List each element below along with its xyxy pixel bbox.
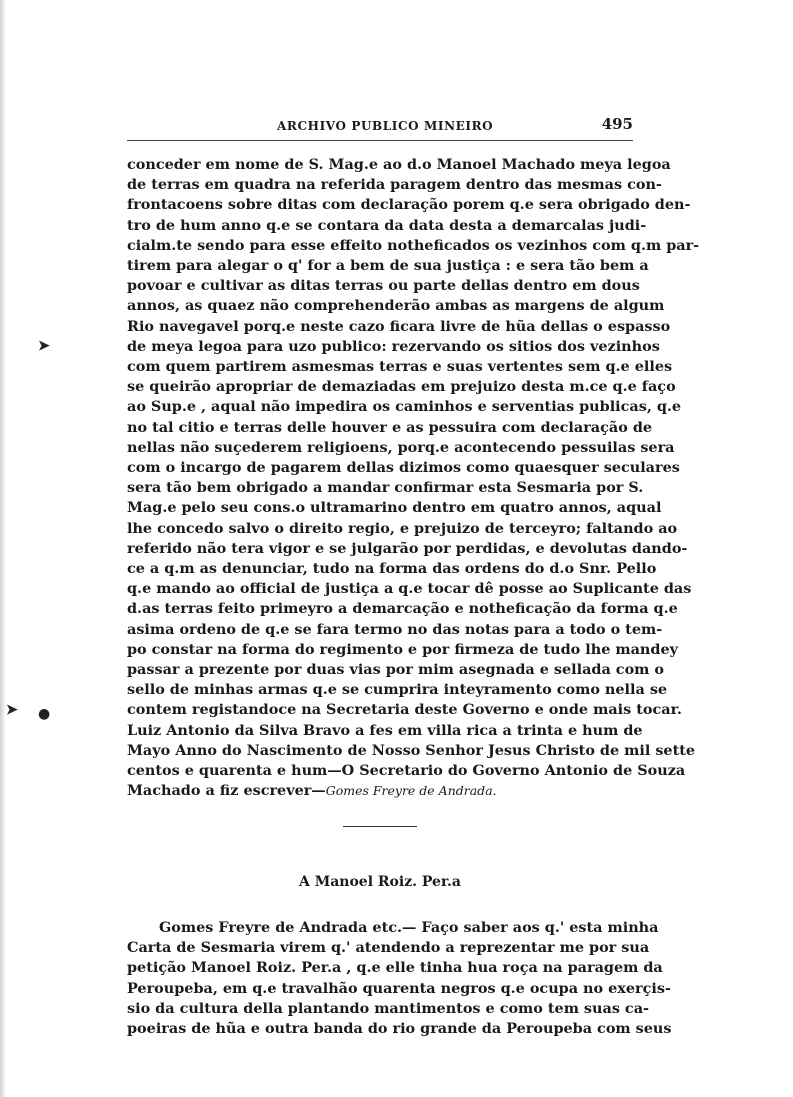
text-line: q.e mando ao official de justiça a q.e tocar dê posse ao Suplicante das: [127, 580, 692, 598]
text-line: contem registandoce na Secretaria deste Governo e onde mais tocar.: [127, 701, 682, 719]
closing-line: [127, 781, 633, 801]
margin-mark: ➤: [38, 338, 50, 354]
signature: Gomes Freyre de Andrada.: [325, 783, 497, 799]
text-line: nellas não suçederem religioens, porq.e acontecendo pessuilas sera: [127, 438, 675, 456]
text-line: de terras em quadra na referida paragem dentro das mesmas con-: [127, 176, 662, 194]
text-line: Peroupeba, em q.e travalhão quarenta negros q.e ocupa no exerçis-: [127, 979, 671, 997]
text-line: com quem partirem asmesmas terras e suas vertentes sem q.e elles: [127, 358, 673, 376]
section-divider: [343, 826, 417, 827]
text-line: centos e quarenta e hum—O Secretario do Governo Antonio de Souza: [127, 762, 686, 780]
text-line: sello de minhas armas q.e se cumprira inteyramento como nella se: [127, 681, 668, 699]
text-line: Gomes Freyre de Andrada etc.— Faço saber aos q.' esta minha: [159, 919, 659, 936]
text-line: d.as terras feito primeyro a demarcação e notheficação da forma q.e: [127, 600, 678, 618]
margin-mark: ●: [38, 706, 51, 722]
text-line: frontacoens sobre ditas com declaração porem q.e sera obrigado den-: [127, 196, 691, 214]
margin-mark: ➤: [6, 702, 18, 718]
text-line: poeiras de hũa e outra banda do rio grande da Peroupeba com seus: [127, 1020, 672, 1038]
text-line: po constar na forma do regimento e por firmeza de tudo lhe mandey: [127, 640, 678, 658]
text-line: passar a prezente por duas vias por mim asegnada e sellada com o: [127, 661, 665, 679]
text-line: sio da cultura della plantando mantimentos e como tem suas ca-: [127, 999, 649, 1017]
section-title: A Manoel Roiz. Per.a: [298, 874, 461, 890]
text-line: povoar e cultivar as ditas terras ou parte dellas dentro em dous: [127, 277, 640, 295]
text-line: asima ordeno de q.e se fara termo no das notas para a todo o tem-: [127, 620, 663, 638]
text-line: Luiz Antonio da Silva Bravo a fes em villa rica a trinta e hum de: [127, 721, 643, 739]
page-number: 495: [601, 115, 633, 133]
closing-text: Machado a fiz escrever—: [127, 782, 326, 800]
text-line: Mag.e pelo seu cons.o ultramarino dentro em quatro annos, aqual: [127, 499, 662, 517]
text-line: Carta de Sesmaria virem q.' atendendo a reprezentar me por sua: [127, 939, 650, 957]
text-line: com o incargo de pagarem dellas dizimos como quaesquer seculares: [127, 459, 680, 477]
text-line: se queirão apropriar de demaziadas em prejuizo desta m.ce q.e faço: [127, 378, 676, 396]
text-line: sera tão bem obrigado a mandar confirmar esta Sesmaria por S.: [127, 479, 644, 497]
text-line: no tal citio e terras delle houver e as pessuira com declaração de: [127, 418, 653, 436]
text-line: petição Manoel Roiz. Per.a , q.e elle tinha hua roça na paragem da: [127, 959, 663, 977]
page-header: [127, 117, 633, 139]
text-line: Rio navegavel porq.e neste cazo ficara livre de hũa dellas o espasso: [127, 317, 671, 335]
text-line: ce a q.m as denunciar, tudo na forma das ordens do d.o Snr. Pello: [127, 560, 657, 578]
text-line: lhe concedo salvo o direito regio, e prejuizo de terceyro; faltando ao: [127, 519, 678, 537]
text-line: tirem para alegar o q' for a bem de sua justiça : e sera tão bem a: [127, 257, 649, 275]
text-line: ao Sup.e , aqual não impedira os caminhos e serventias publicas, q.e: [127, 398, 682, 416]
text-line: de meya legoa para uzo publico: rezervando os sitios dos vezinhos: [127, 337, 660, 355]
text-line: conceder em nome de S. Mag.e ao d.o Manoel Machado meya legoa: [127, 156, 671, 173]
text-line: tro de hum anno q.e se contara da data desta a demarcalas judi-: [127, 216, 647, 234]
text-line: cialm.te sendo para esse effeito notheficados os vezinhos com q.m par-: [127, 236, 700, 254]
scan-left-edge: [0, 0, 6, 1097]
running-head: ARCHIVO PUBLICO MINEIRO: [277, 119, 494, 133]
header-rule: [127, 140, 633, 141]
text-line: Mayo Anno do Nascimento de Nosso Senhor Jesus Christo de mil sette: [127, 741, 696, 759]
section-text: [127, 918, 672, 1039]
text-line: annos, as quaez não comprehenderão ambas as margens de algum: [127, 297, 665, 315]
body-text: [127, 155, 700, 802]
text-line: referido não tera vigor e se julgarão por perdidas, e devolutas dando-: [127, 539, 688, 557]
